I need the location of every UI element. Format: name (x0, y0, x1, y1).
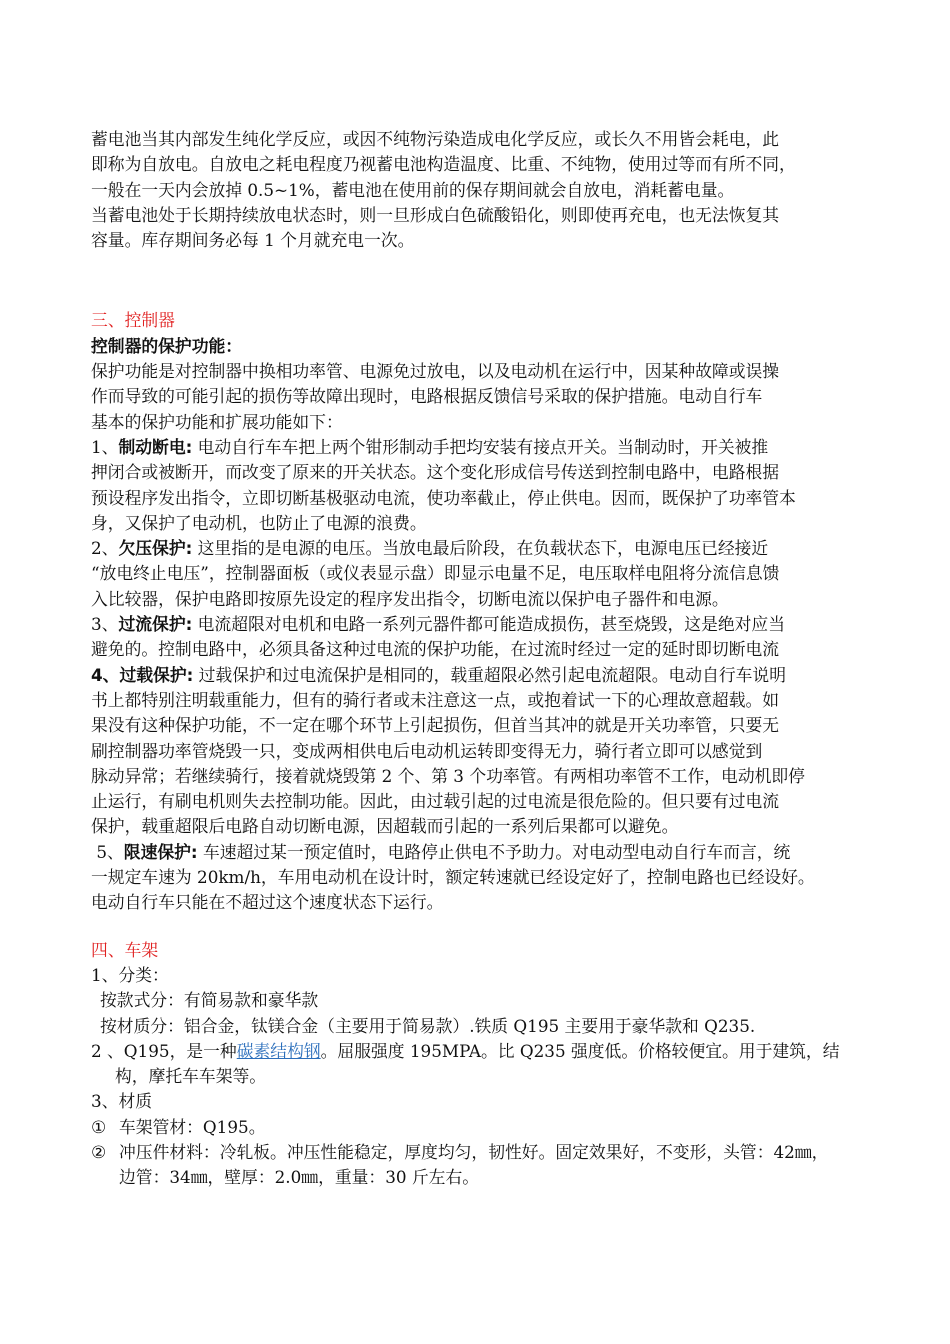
item-number: 2、 (91, 538, 119, 559)
material-line: 冲压件材料：冷轧板。冲压性能稳定，厚度均匀，韧性好。固定效果好，不变形，头管：42㎜， (119, 1141, 829, 1162)
item-line: 书上都特别注明载重能力，但有的骑行者或未注意这一点，或抱着试一下的心理故意超载。如 (91, 689, 780, 710)
circled-number: ② (91, 1141, 107, 1162)
section-heading: 三、控制器 (91, 310, 175, 331)
q195-continuation: 构，摩托车车架等。 (115, 1066, 267, 1087)
item-title: 限速保护: (123, 841, 198, 862)
material-line: 车架管材：Q195。 (119, 1116, 266, 1137)
section-subheading: 控制器的保护功能： (91, 335, 243, 356)
item-title: 欠压保护: (118, 538, 193, 559)
item-text: 这里指的是电源的电压。当放电最后阶段，在负载状态下，电源电压已经接近 (192, 538, 769, 559)
item-number: 4、 (91, 664, 120, 685)
item-text: 电流超限对电机和电路一系列元器件都可能造成损伤，甚至烧毁，这是绝对应当 (192, 614, 785, 635)
material-item (91, 1140, 871, 1191)
item-line: 身，又保护了电动机，也防止了电源的浪费。 (91, 512, 427, 533)
document-page (91, 127, 871, 1191)
q195-suffix: 。屈服强度 195MPA。比 Q235 强度低。价格较便宜。用于建筑，结 (320, 1040, 840, 1061)
material-label: 3、材质 (91, 1091, 153, 1112)
item-text: 车速超过某一预定值时，电路停止供电不予助力。对电动型电动自行车而言，统 (197, 841, 791, 862)
item-line: 押闭合或被断开，而改变了原来的开关状态。这个变化形成信号传送到控制电路中，电路根据 (91, 462, 780, 483)
item-line: 电动自行车只能在不超过这个速度状态下运行。 (91, 892, 444, 913)
classification-line: 按材质分：铝合金，钛镁合金（主要用于简易款）.铁质 Q195 主要用于豪华款和 Q235. (100, 1015, 756, 1036)
item-number: 3、 (91, 614, 119, 635)
item-line: 避免的。控制电路中，必须具备这种过电流的保护功能，在过流时经过一定的延时即切断电流 (91, 639, 780, 660)
item-line: “放电终止电压”，控制器面板（或仪表显示盘）即显示电量不足，电压取样电阻将分流信息馈 (91, 563, 780, 584)
item-line: 止运行，有刷电机则失去控制功能。因此，由过载引起的过电流是很危险的。但只要有过电流 (91, 791, 780, 812)
item-title: 制动断电: (118, 436, 193, 457)
protection-item (91, 435, 871, 536)
protection-item (91, 663, 871, 840)
item-text: 电动自行车车把上两个钳形制动手把均安装有接点开关。当制动时，开关被推 (192, 436, 769, 457)
item-line: 一规定车速为 20km/h，车用电动机在设计时，额定转速就已经设定好了，控制电路也已经设好。 (91, 867, 815, 888)
protection-item (91, 536, 871, 612)
intro-line: 蓄电池当其内部发生纯化学反应，或因不纯物污染造成电化学反应，或长久不用皆会耗电，此 (91, 129, 780, 149)
section-intro-line: 作而导致的可能引起的损伤等故障出现时，电路根据反馈信号采取的保护措施。电动自行车 (91, 386, 763, 407)
section-heading: 四、车架 (91, 939, 159, 960)
intro-line: 即称为自放电。自放电之耗电程度乃视蓄电池构造温度、比重、不纯物，使用过等而有所不同， (91, 154, 796, 175)
section-controller (91, 308, 871, 915)
section-frame (91, 938, 871, 1191)
item-text: 过载保护和过电流保护是相同的，载重超限必然引起电流超限。电动自行车说明 (193, 664, 786, 685)
item-line: 保护，载重超限后电路自动切断电源，因超载而引起的一系列后果都可以避免。 (91, 816, 679, 837)
material-item (91, 1115, 871, 1140)
item-line: 果没有这种保护功能，不一定在哪个环节上引起损伤，但首当其冲的就是开关功率管，只要无 (91, 715, 780, 736)
classification-line: 按款式分：有简易款和豪华款 (100, 990, 319, 1011)
circled-number: ① (91, 1116, 107, 1137)
item-number: 5、 (91, 841, 124, 862)
intro-line: 一般在一天内会放掉 0.5~1%，蓄电池在使用前的保存期间就会自放电，消耗蓄电量。 (91, 179, 735, 200)
q195-prefix: 2 、Q195，是一种 (91, 1040, 237, 1061)
protection-item (91, 612, 871, 663)
item-line: 刷控制器功率管烧毁一只，变成两相供电后电动机运转即变得无力，骑行者立即可以感觉到 (91, 740, 763, 761)
protection-item (91, 840, 871, 916)
intro-paragraph (91, 127, 871, 253)
classification-label: 1、分类： (91, 964, 169, 985)
item-line: 脉动异常；若继续骑行，接着就烧毁第 2 个、第 3 个功率管。有两相功率管不工作，电动机即停 (91, 765, 805, 786)
item-number: 1、 (91, 436, 119, 457)
carbon-steel-link[interactable]: 碳素结构钢 (236, 1040, 321, 1061)
item-title: 过流保护: (118, 614, 193, 635)
material-line: 边管：34㎜，壁厚：2.0㎜，重量：30 斤左右。 (119, 1167, 480, 1188)
item-line: 预设程序发出指令，立即切断基极驱动电流，使功率截止，停止供电。因而，既保护了功率管本 (91, 487, 796, 508)
item-line: 入比较器，保护电路即按原先设定的程序发出指令，切断电流以保护电子器件和电源。 (91, 588, 729, 609)
section-intro-line: 基本的保护功能和扩展功能如下： (91, 411, 343, 432)
intro-line: 容量。库存期间务必每 1 个月就充电一次。 (91, 230, 415, 251)
section-intro-line: 保护功能是对控制器中换相功率管、电源免过放电，以及电动机在运行中，因某种故障或误操 (91, 361, 780, 382)
item-title: 过载保护: (119, 664, 194, 685)
intro-line: 当蓄电池处于长期持续放电状态时，则一旦形成白色硫酸铅化，则即使再充电，也无法恢复其 (91, 204, 780, 225)
